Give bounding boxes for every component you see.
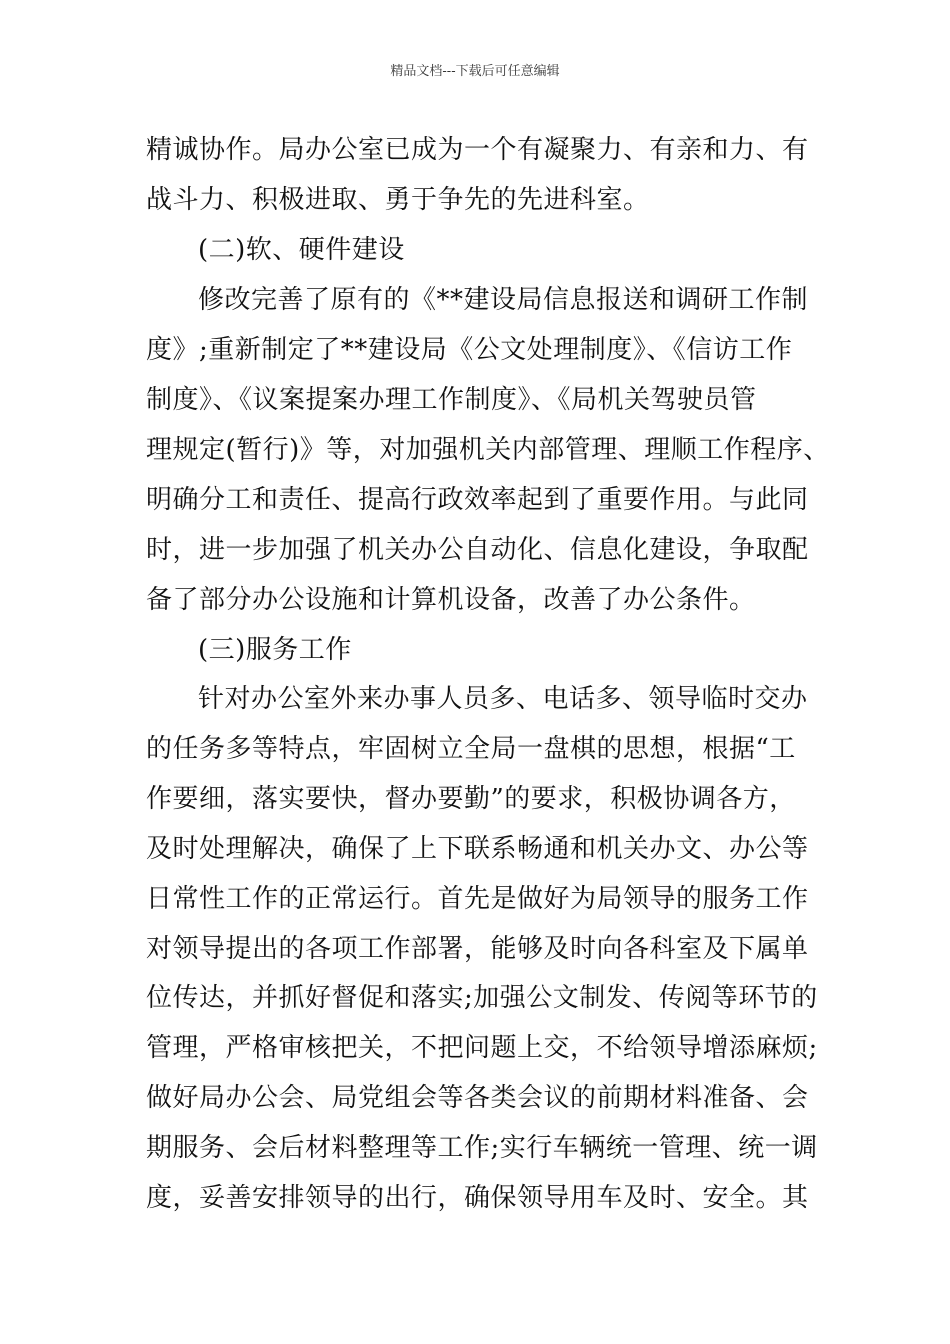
text-line: 修改完善了原有的《**建设局信息报送和调研工作制 xyxy=(198,285,809,315)
text-line: 针对办公室外来办事人员多、电话多、领导临时交办 xyxy=(198,684,808,714)
text-line: 对领导提出的各项工作部署，能够及时向各科室及下属单 xyxy=(146,934,809,964)
text-line: 期服务、会后材料整理等工作;实行车辆统一管理、统一调 xyxy=(146,1133,818,1163)
text-line: 日常性工作的正常运行。首先是做好为局领导的服务工作 xyxy=(146,884,809,914)
text-line: 精诚协作。局办公室已成为一个有凝聚力、有亲和力、有 xyxy=(146,135,809,165)
text-line: 时，进一步加强了机关办公自动化、信息化建设，争取配 xyxy=(146,535,809,565)
text-line: 作要细，落实要快，督办要勤”的要求，积极协调各方， xyxy=(146,784,796,814)
text-line: 明确分工和责任、提高行政效率起到了重要作用。与此同 xyxy=(146,485,809,515)
text-line: 度，妥善安排领导的出行，确保领导用车及时、安全。其 xyxy=(146,1183,809,1213)
text-line: 的任务多等特点，牢固树立全局一盘棋的思想，根据“工 xyxy=(146,734,796,764)
section-heading: (二)软、硬件建设 xyxy=(198,235,405,265)
text-line: 及时处理解决，确保了上下联系畅通和机关办文、办公等 xyxy=(146,834,809,864)
page-header: 精品文档---下载后可任意编辑 xyxy=(390,64,560,79)
text-line: 制度》、《议案提案办理工作制度》、《局机关驾驶员管 xyxy=(146,385,757,415)
text-line: 管理，严格审核把关，不把问题上交，不给领导增添麻烦; xyxy=(146,1033,818,1063)
text-line: 理规定(暂行)》等，对加强机关内部管理、理顺工作程序、 xyxy=(146,435,830,465)
text-line: 度》;重新制定了**建设局《公文处理制度》、《信访工作 xyxy=(146,335,793,365)
text-line: 备了部分办公设施和计算机设备，改善了办公条件。 xyxy=(146,585,756,615)
text-line: 做好局办公会、局党组会等各类会议的前期材料准备、会 xyxy=(146,1083,809,1113)
text-line: 位传达，并抓好督促和落实;加强公文制发、传阅等环节的 xyxy=(146,983,818,1013)
section-heading: (三)服务工作 xyxy=(198,635,352,665)
text-line: 战斗力、积极进取、勇于争先的先进科室。 xyxy=(146,185,650,215)
